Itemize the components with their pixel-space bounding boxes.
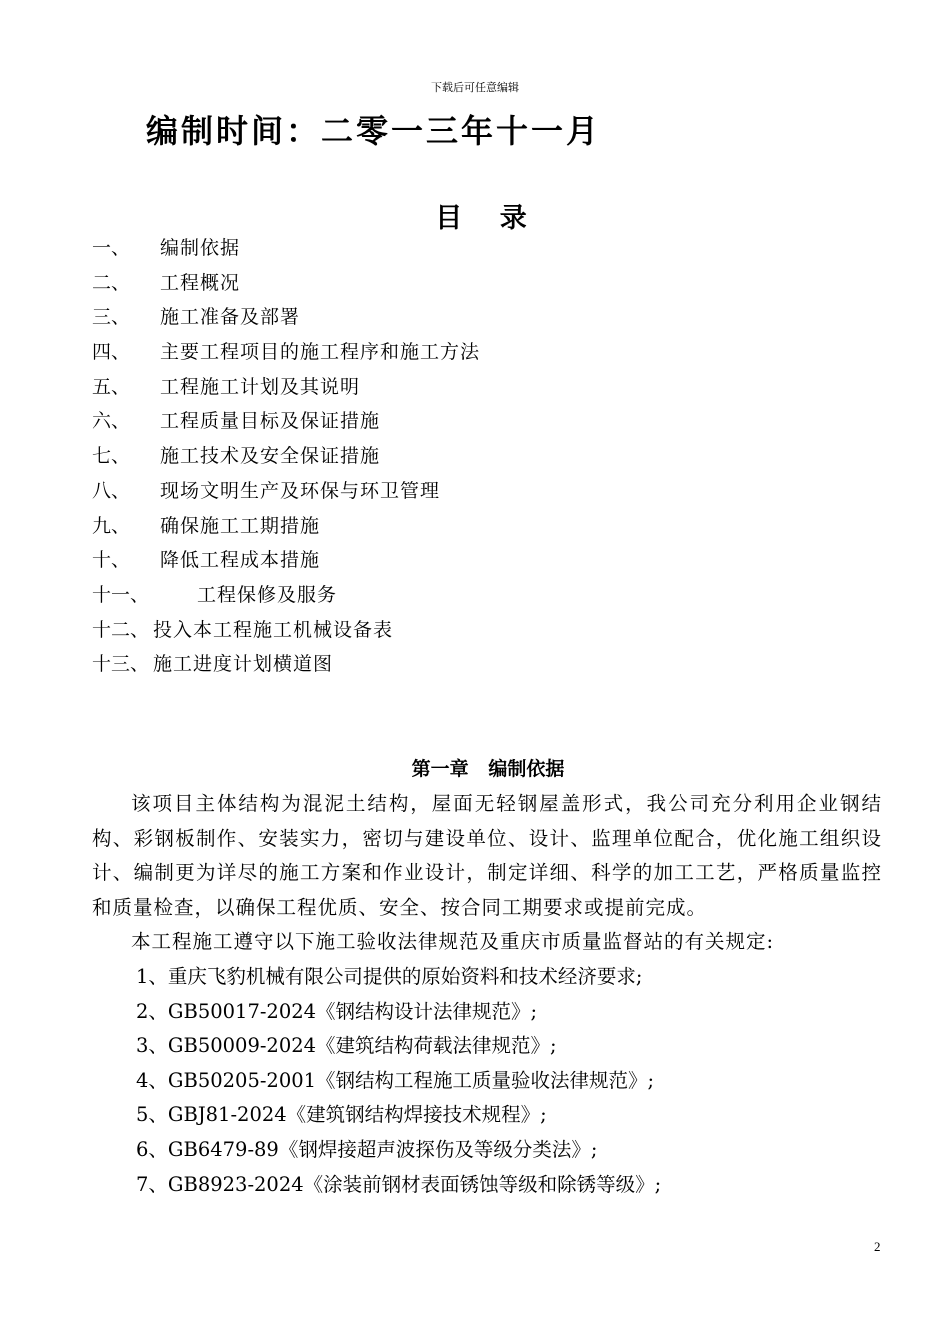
toc-label: 主要工程项目的施工程序和施工方法 [160, 341, 481, 364]
toc-number: 八、 [92, 479, 131, 502]
standard-item: 3、GB50009-2024《建筑结构荷载法律规范》; [136, 1034, 557, 1058]
toc-number: 十三、 [92, 653, 150, 676]
toc-label: 工程质量目标及保证措施 [160, 410, 381, 433]
toc-label: 工程概况 [160, 271, 241, 294]
toc-item[interactable] [92, 266, 480, 301]
toc-number: 一、 [92, 237, 131, 259]
body-paragraph: 该项目主体结构为混泥土结构，屋面无轻钢屋盖形式，我公司充分利用企业钢结构、彩钢板制作、安装实力，密切与建设单位、设计、监理单位配合，优化施工组织设计、编制更为详尽的施工方案和作业设计，制定详细、科学的加工工艺，严格质量监控和质量检查，以确保工程优质、安全、按合同工期要求或提前完成。 [92, 792, 882, 919]
standards-list [92, 960, 882, 1202]
toc-label: 现场文明生产及环保与环卫管理 [160, 479, 441, 502]
toc-number: 二、 [92, 271, 131, 294]
toc-item[interactable] [92, 404, 480, 439]
toc-label: 工程保修及服务 [197, 583, 338, 606]
toc-item[interactable] [92, 370, 480, 405]
toc-label: 工程施工计划及其说明 [160, 375, 361, 398]
toc-label: 投入本工程施工机械设备表 [153, 618, 394, 641]
toc-title: 目 录 [435, 203, 541, 234]
toc-item[interactable] [92, 647, 480, 682]
compile-date: 编制时间：二零一三年十一月 [146, 112, 602, 150]
standard-item: 7、GB8923-2024《涂装前钢材表面锈蚀等级和除锈等级》; [136, 1172, 662, 1196]
toc-label: 施工进度计划横道图 [153, 653, 334, 676]
toc-label: 降低工程成本措施 [160, 549, 321, 572]
toc-number: 十二、 [92, 618, 150, 641]
toc-number: 十一、 [92, 583, 150, 606]
standard-item: 2、GB50017-2024《钢结构设计法律规范》; [136, 999, 538, 1023]
toc-label: 施工准备及部署 [160, 306, 301, 329]
chapter-body [92, 787, 882, 1202]
table-of-contents [92, 231, 480, 682]
toc-item[interactable] [92, 474, 480, 509]
toc-label: 编制依据 [160, 237, 241, 259]
page-number: 2 [874, 1239, 881, 1254]
toc-number: 六、 [92, 410, 131, 433]
standard-item: 4、GB50205-2001《钢结构工程施工质量验收法律规范》; [136, 1068, 655, 1092]
toc-number: 九、 [92, 514, 131, 537]
toc-label: 确保施工工期措施 [160, 514, 321, 537]
toc-number: 三、 [92, 306, 131, 329]
standard-item: 5、GBJ81-2024《建筑钢结构焊接技术规程》; [136, 1103, 547, 1127]
standard-item: 1、重庆飞豹机械有限公司提供的原始资料和技术经济要求; [136, 964, 643, 988]
chapter-heading: 第一章 编制依据 [411, 758, 565, 780]
toc-number: 十、 [92, 549, 131, 572]
toc-item[interactable] [92, 335, 480, 370]
toc-item[interactable] [92, 509, 480, 544]
header-note: 下载后可任意编辑 [431, 81, 519, 94]
toc-item[interactable] [92, 578, 480, 613]
toc-item[interactable] [92, 543, 480, 578]
toc-item[interactable] [92, 231, 480, 266]
toc-item[interactable] [92, 439, 480, 474]
toc-number: 五、 [92, 375, 131, 398]
toc-number: 四、 [92, 341, 131, 364]
body-paragraph: 本工程施工遵守以下施工验收法律规范及重庆市质量监督站的有关规定: [131, 930, 775, 954]
toc-label: 施工技术及安全保证措施 [160, 445, 381, 468]
standard-item: 6、GB6479-89《钢焊接超声波探伤及等级分类法》; [136, 1137, 598, 1161]
toc-item[interactable] [92, 300, 480, 335]
toc-item[interactable] [92, 613, 480, 648]
toc-number: 七、 [92, 445, 131, 468]
